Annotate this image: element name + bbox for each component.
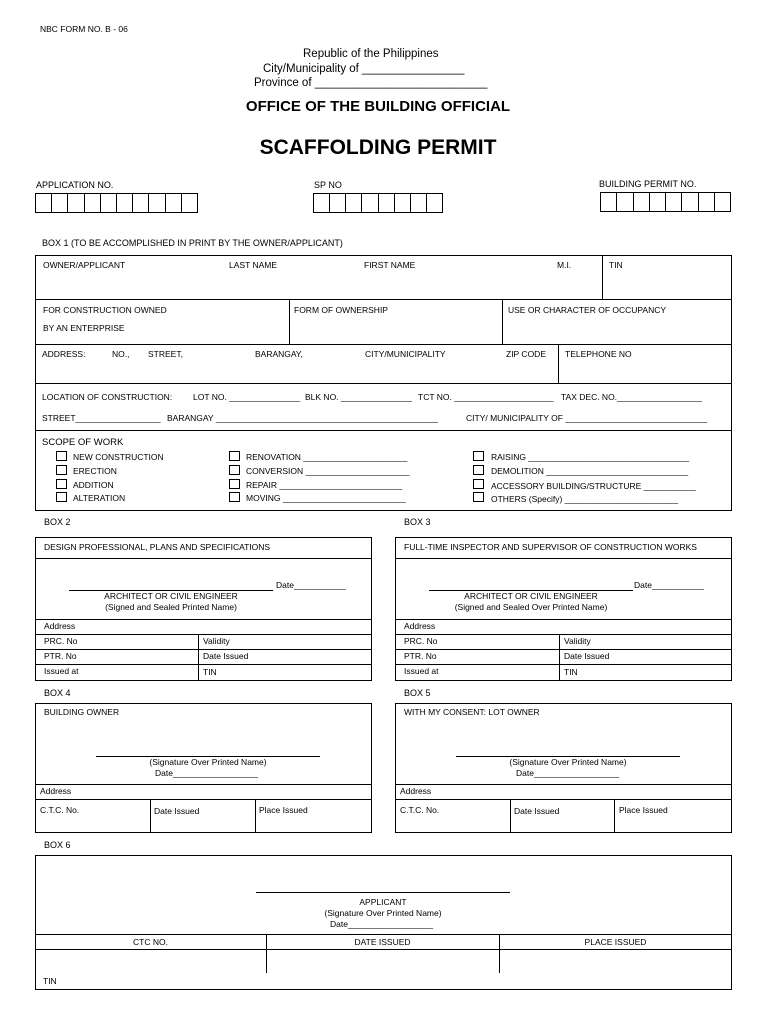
box2-date-issued-label: Date Issued: [203, 651, 249, 661]
box3-ptr-label: PTR. No: [404, 651, 437, 661]
box2-tin-label: TIN: [203, 667, 217, 677]
divider: [614, 799, 615, 833]
tax-dec-field[interactable]: TAX DEC. NO.__________________: [561, 392, 703, 402]
box4-date-issued-label: Date Issued: [154, 806, 200, 816]
demolition-checkbox[interactable]: [473, 465, 484, 475]
alteration-label: ALTERATION: [73, 493, 126, 503]
moving-checkbox[interactable]: [229, 492, 240, 502]
box3-role: ARCHITECT OR CIVIL ENGINEER: [464, 591, 598, 601]
box2-issued-at-label: Issued at: [44, 666, 79, 676]
box3-title: FULL-TIME INSPECTOR AND SUPERVISOR OF CONSTRUCTION WORKS: [404, 542, 697, 552]
lot-no-field[interactable]: LOT NO. _______________: [193, 392, 301, 402]
by-enterprise-label: BY AN ENTERPRISE: [43, 323, 125, 333]
address-label: ADDRESS:: [42, 349, 86, 359]
divider: [395, 799, 732, 800]
box4-signature: (Signature Over Printed Name): [149, 757, 267, 767]
box2-ptr-label: PTR. No: [44, 651, 77, 661]
divider: [35, 664, 372, 665]
divider: [35, 619, 372, 620]
divider: [35, 784, 372, 785]
accessory-building-checkbox[interactable]: [473, 479, 484, 489]
new-construction-label: NEW CONSTRUCTION: [73, 452, 164, 462]
divider: [558, 344, 559, 383]
box6-ctc-header: CTC NO.: [133, 937, 168, 947]
box6-date-issued-header: DATE ISSUED: [354, 937, 411, 947]
divider: [35, 344, 732, 345]
page-title: SCAFFOLDING PERMIT: [259, 136, 497, 159]
divider: [35, 634, 372, 635]
divider: [35, 799, 372, 800]
first-name-label: FIRST NAME: [364, 260, 416, 270]
box2-validity-label: Validity: [203, 636, 230, 646]
box5-date[interactable]: Date__________________: [516, 768, 620, 778]
conversion-checkbox[interactable]: [229, 465, 240, 475]
box4-ctc-label: C.T.C. No.: [40, 805, 80, 815]
alteration-checkbox[interactable]: [56, 492, 67, 502]
box3-tin-label: TIN: [564, 667, 578, 677]
others-label: OTHERS (Specify) ________________________: [491, 494, 679, 504]
blk-no-field[interactable]: BLK NO. _______________: [305, 392, 412, 402]
divider: [395, 649, 732, 650]
box4-place-issued-label: Place Issued: [259, 805, 308, 815]
building-permit-no-label: BUILDING PERMIT NO.: [599, 179, 697, 189]
box4-label: BOX 4: [44, 688, 71, 698]
divider: [289, 299, 290, 344]
new-construction-checkbox[interactable]: [56, 451, 67, 461]
box6-label: BOX 6: [44, 840, 71, 850]
repair-checkbox[interactable]: [229, 479, 240, 489]
box2-label: BOX 2: [44, 517, 71, 527]
box3-validity-label: Validity: [564, 636, 591, 646]
divider: [35, 383, 732, 384]
no-label: NO.,: [112, 349, 130, 359]
erection-label: ERECTION: [73, 466, 117, 476]
province-line: Province of ___________________________: [254, 77, 488, 89]
mi-label: M.I.: [557, 260, 572, 270]
divider: [35, 430, 732, 431]
zip-code-label: ZIP CODE: [506, 349, 546, 359]
moving-label: MOVING __________________________: [246, 493, 406, 503]
box6-place-issued-header: PLACE ISSUED: [584, 937, 647, 947]
tct-no-field[interactable]: TCT NO. _____________________: [418, 392, 554, 402]
divider: [395, 634, 732, 635]
divider: [35, 949, 732, 950]
raising-label: RAISING __________________________________: [491, 452, 690, 462]
box5-place-issued-label: Place Issued: [619, 805, 668, 815]
box3-prc-label: PRC. No: [404, 636, 438, 646]
conversion-label: CONVERSION ______________________: [246, 466, 410, 476]
box5-ctc-label: C.T.C. No.: [400, 805, 440, 815]
last-name-label: LAST NAME: [229, 260, 278, 270]
box3-label: BOX 3: [404, 517, 431, 527]
divider: [559, 634, 560, 681]
renovation-label: RENOVATION ______________________: [246, 452, 408, 462]
divider: [395, 664, 732, 665]
divider: [35, 934, 732, 935]
others-checkbox[interactable]: [473, 492, 484, 502]
box5-signature: (Signature Over Printed Name): [509, 757, 627, 767]
box2-note: (Signed and Sealed Printed Name): [105, 602, 237, 612]
divider: [255, 799, 256, 833]
building-permit-no-field[interactable]: [600, 192, 731, 212]
barangay-field[interactable]: BARANGAY _______________________________________________: [167, 413, 438, 423]
street-label: STREET,: [148, 349, 183, 359]
sp-no-label: SP NO: [314, 180, 342, 190]
box2-date[interactable]: Date___________: [276, 580, 346, 590]
box2-address-label: Address: [44, 621, 76, 631]
box6-signature: (Signature Over Printed Name): [324, 908, 442, 918]
addition-label: ADDITION: [73, 480, 114, 490]
box2-title: DESIGN PROFESSIONAL, PLANS AND SPECIFICATIONS: [44, 542, 271, 552]
divider: [602, 255, 603, 299]
application-no-label: APPLICATION NO.: [36, 180, 114, 190]
box6-date[interactable]: Date__________________: [330, 919, 434, 929]
city-field[interactable]: CITY/ MUNICIPALITY OF ______________________________: [466, 413, 708, 423]
box5-title: WITH MY CONSENT: LOT OWNER: [404, 707, 540, 717]
renovation-checkbox[interactable]: [229, 451, 240, 461]
box3-date-issued-label: Date Issued: [564, 651, 610, 661]
barangay-label: BARANGAY,: [255, 349, 303, 359]
location-label: LOCATION OF CONSTRUCTION:: [42, 392, 173, 402]
city-line: City/Municipality of ________________: [263, 63, 465, 75]
signature-line[interactable]: [256, 892, 510, 893]
sp-no-field[interactable]: [313, 193, 443, 213]
republic-line: Republic of the Philippines: [303, 48, 439, 60]
office-title: OFFICE OF THE BUILDING OFFICIAL: [245, 98, 511, 115]
divider: [502, 299, 503, 344]
box4-title: BUILDING OWNER: [44, 707, 120, 717]
form-ownership-label: FORM OF OWNERSHIP: [294, 305, 388, 315]
divider: [35, 558, 372, 559]
divider: [35, 649, 372, 650]
box1-heading: BOX 1 (TO BE ACCOMPLISHED IN PRINT BY THE OWNER/APPLICANT): [42, 238, 343, 248]
box5-address-label: Address: [400, 786, 432, 796]
divider: [510, 799, 511, 833]
box5-date-issued-label: Date Issued: [514, 806, 560, 816]
box2-prc-label: PRC. No: [44, 636, 78, 646]
use-occupancy-label: USE OR CHARACTER OF OCCUPANCY: [508, 305, 667, 315]
box3-address-label: Address: [404, 621, 436, 631]
street-field[interactable]: STREET__________________: [42, 413, 161, 423]
box4-date[interactable]: Date__________________: [155, 768, 259, 778]
application-no-field[interactable]: [35, 193, 198, 213]
divider: [395, 784, 732, 785]
raising-checkbox[interactable]: [473, 451, 484, 461]
repair-label: REPAIR __________________________: [246, 480, 403, 490]
box4-address-label: Address: [40, 786, 72, 796]
construction-owned-label: FOR CONSTRUCTION OWNED: [43, 305, 167, 315]
tin-label: TIN: [609, 260, 623, 270]
divider: [395, 619, 732, 620]
box3-issued-at-label: Issued at: [404, 666, 439, 676]
form-number: NBC FORM NO. B - 06: [40, 24, 128, 34]
scope-heading: SCOPE OF WORK: [42, 437, 124, 448]
city-municipality-label: CITY/MUNICIPALITY: [365, 349, 446, 359]
divider: [35, 299, 732, 300]
telephone-label: TELEPHONE NO: [565, 349, 632, 359]
box6-tin-label: TIN: [43, 976, 57, 986]
demolition-label: DEMOLITION ______________________________: [491, 466, 689, 476]
box2-role: ARCHITECT OR CIVIL ENGINEER: [104, 591, 238, 601]
accessory-building-label: ACCESSORY BUILDING/STRUCTURE ___________: [491, 481, 696, 491]
box5-label: BOX 5: [404, 688, 431, 698]
box3-date[interactable]: Date___________: [634, 580, 704, 590]
divider: [395, 558, 732, 559]
box6-applicant: APPLICANT: [359, 897, 407, 907]
box3-note: (Signed and Sealed Over Printed Name): [454, 602, 608, 612]
addition-checkbox[interactable]: [56, 479, 67, 489]
owner-applicant-label: OWNER/APPLICANT: [43, 260, 126, 270]
divider: [150, 799, 151, 833]
divider: [198, 634, 199, 681]
erection-checkbox[interactable]: [56, 465, 67, 475]
